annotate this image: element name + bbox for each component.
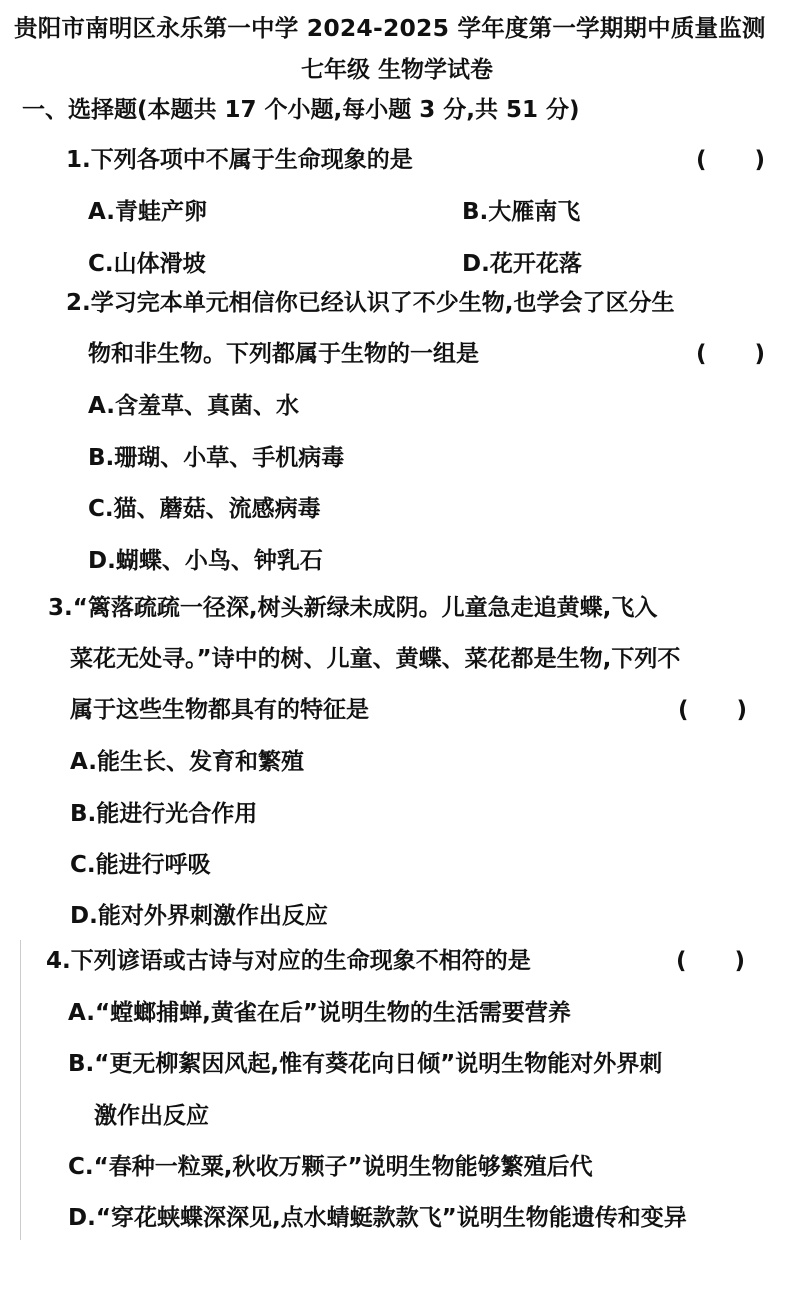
question-3-option-d: D.能对外界刺激作出反应 (70, 903, 328, 929)
question-4-option-a: A.“螳螂捕蝉,黄雀在后”说明生物的生活需要营养 (68, 1000, 571, 1026)
question-4-option-b-line1: B.“更无柳絮因风起,惟有葵花向日倾”说明生物能对外界刺 (68, 1051, 663, 1077)
question-4-stem: 4.下列谚语或古诗与对应的生命现象不相符的是 (46, 948, 531, 974)
question-4-option-c: C.“春种一粒粟,秋收万颗子”说明生物能够繁殖后代 (68, 1154, 593, 1180)
question-4-answer-blank: ( ) (676, 948, 746, 974)
exam-title: 贵阳市南明区永乐第一中学 2024-2025 学年度第一学期期中质量监测 (14, 14, 766, 42)
question-3-answer-blank: ( ) (678, 697, 748, 723)
question-1-answer-blank: ( ) (696, 147, 766, 173)
question-3-stem-line1: 3.“篱落疏疏一径深,树头新绿未成阴。儿童急走追黄蝶,飞入 (48, 595, 658, 621)
question-2-stem-line1: 2.学习完本单元相信你已经认识了不少生物,也学会了区分生 (66, 290, 675, 316)
question-3-stem-line3: 属于这些生物都具有的特征是 (70, 697, 369, 723)
question-2-option-c: C.猫、蘑菇、流感病毒 (88, 496, 321, 522)
question-3-option-b: B.能进行光合作用 (70, 801, 258, 827)
question-2-stem-line2: 物和非生物。下列都属于生物的一组是 (88, 341, 479, 367)
question-1-option-b: B.大雁南飞 (462, 199, 581, 225)
page-margin-rule (20, 940, 21, 1240)
question-2-answer-blank: ( ) (696, 341, 766, 367)
question-4-option-b-line2: 激作出反应 (94, 1103, 209, 1129)
question-4-option-d: D.“穿花蛱蝶深深见,点水蜻蜓款款飞”说明生物能遗传和变异 (68, 1205, 687, 1231)
question-1-stem: 1.下列各项中不属于生命现象的是 (66, 147, 413, 173)
question-1-option-d: D.花开花落 (462, 251, 582, 277)
question-3-stem-line2: 菜花无处寻。”诗中的树、儿童、黄蝶、菜花都是生物,下列不 (70, 646, 681, 672)
question-2-option-a: A.含羞草、真菌、水 (88, 393, 299, 419)
question-2-option-b: B.珊瑚、小草、手机病毒 (88, 445, 345, 471)
question-2-option-d: D.蝴蝶、小鸟、钟乳石 (88, 548, 323, 574)
question-3-option-c: C.能进行呼吸 (70, 852, 211, 878)
exam-subtitle: 七年级 生物学试卷 (300, 57, 493, 83)
question-1-option-c: C.山体滑坡 (88, 251, 206, 277)
question-3-option-a: A.能生长、发育和繁殖 (70, 749, 304, 775)
section-heading: 一、选择题(本题共 17 个小题,每小题 3 分,共 51 分) (22, 97, 580, 123)
question-1-option-a: A.青蛙产卵 (88, 199, 207, 225)
